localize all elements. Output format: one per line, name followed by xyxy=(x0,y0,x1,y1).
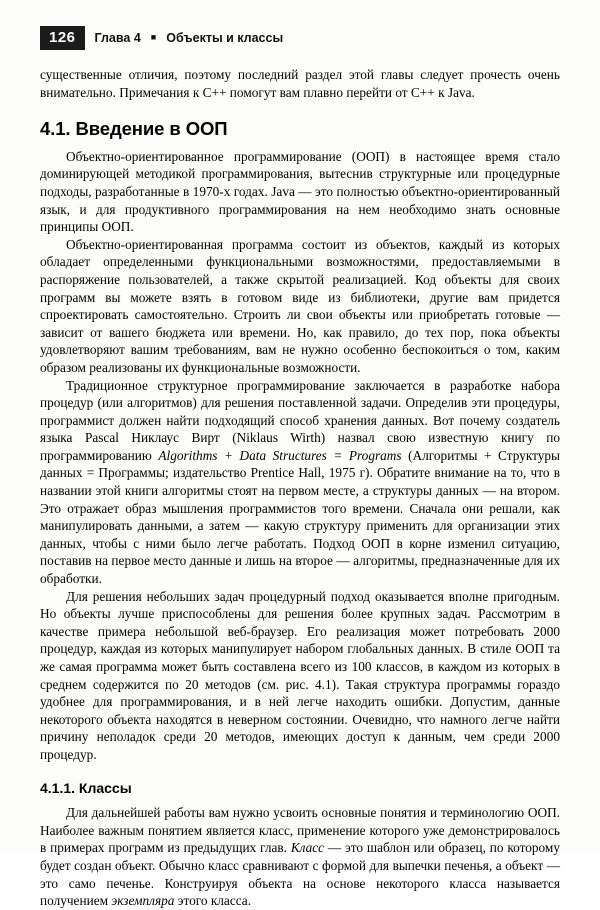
square-bullet-icon: ■ xyxy=(150,32,157,42)
header-chapter-title: Объекты и классы xyxy=(166,31,284,45)
page-body xyxy=(40,66,560,910)
paragraph-tasks-comparison: Для решения небольших задач процедурный подход оказывается вполне пригодным. Но объекты лучше приспособлены для решения более крупных задач. Рассмотрим в качестве примера небольшой веб-браузер. Его реализация может потребовать 2000 процедур, каждая из которых манипулирует набором глобальных данных. В стиле ООП та же самая программа может быть составлена всего из 100 классов, в каждом из которых в среднем содержится по 20 методов (см. рис. 4.1). Такая структура программы гораздо удобнее для программирования, и в ней легче находить ошибки. Допустим, данные некоторого объекта находятся в неверном состоянии. Очевидно, что намного легче найти причину неполадок среди 20 методов, имеющих доступ к данным, чем среди 2000 процедур. xyxy=(40,588,560,762)
book-title-italic: Algorithms + Data Structures = Programs xyxy=(158,447,402,463)
text-run-1: Традиционное структурное программирование заключается в разработке набора процедур (или алгоритмов) для решения поставленной задачи. Определив эти процедуры, программист должен найти подходящий способ хранения данных. Вот почему создатель языка Pascal Никлаус Вирт (Niklaus Wirth) назвал свою известную книгу по программированию xyxy=(40,377,560,463)
page-number: 126 xyxy=(40,26,85,50)
paragraph-oop-intro: Объектно-ориентированное программирование (ООП) в настоящее время стало доминирующей методикой программирования, вытеснив структурные или процедурные подходы, разработанные в 1970-х годах. Java — это полностью объектно-ориентированный язык, и для продуктивного программирования на нем необходимо знать основные принципы ООП. xyxy=(40,148,560,235)
paragraph-classes xyxy=(40,804,560,910)
text-run-3: Для дальнейшей работы вам нужно усвоить основные понятия и терминологию ООП. Наиболее важным понятием является класс, применение которого уже демонстрировалось в примерах программ из предыдущих глав. xyxy=(40,805,560,856)
intro-paragraph: существенные отличия, поэтому последний раздел этой главы следует прочесть очень внимательно. Примечания к C++ помогут вам плавно перейти от C++ к Java. xyxy=(40,67,560,100)
text-run-4: — это шаблон или образец, по которому будет создан объект. Обычно класс сравнивают с формой для выпечки печенья, а объект — это само печенье. Конструируя объекта на основе некоторого класса называется получением xyxy=(40,840,560,909)
text-run-5: этого класса. xyxy=(174,893,252,909)
paragraph-structured-programming xyxy=(40,377,560,588)
section-heading: 4.1. Введение в ООП xyxy=(40,118,228,140)
term-instance-italic: экземпляра xyxy=(111,893,175,909)
term-class-italic: Класс xyxy=(290,840,325,856)
paragraph-oop-objects: Объектно-ориентированная программа состоит из объектов, каждый из которых обладает определенными функциональными возможностями, предоставляемыми в распоряжение пользователей, а также скрытой реализацией. Код объекты для своих программ вы можете взять в готовом виде из библиотеки, другие вам придется спроектировать самостоятельно. Строить ли свои объекты или приобретать готовые — зависит от вашего бюджета или времени. Но, как правило, до тех пор, пока объекты удовлетворяют вашим требованиям, вам не нужно особенно беспокоиться о том, каким образом реализованы их функциональные возможности. xyxy=(40,236,560,375)
header-chapter-label: Глава 4 xyxy=(94,31,141,45)
running-header xyxy=(40,26,560,50)
subsection-heading: 4.1.1. Классы xyxy=(40,779,132,796)
text-run-2: (Алгоритмы + Структуры данных = Программы; издательство Prentice Hall, 1975 г). Обратите внимание на то, что в названии этой книги алгоритмы стоят на первом месте, а структуры данных — на втором. Это отражает образ мышления программистов того времени. Сначала они решали, как манипулировать данными, а затем — какую структуру применить для организации этих данных, чтобы с ними было легче работать. Подход ООП в корне изменил ситуацию, поставив на первое место данные и лишь на второе — алгоритмы, предназначенные для их обработки. xyxy=(40,447,560,587)
